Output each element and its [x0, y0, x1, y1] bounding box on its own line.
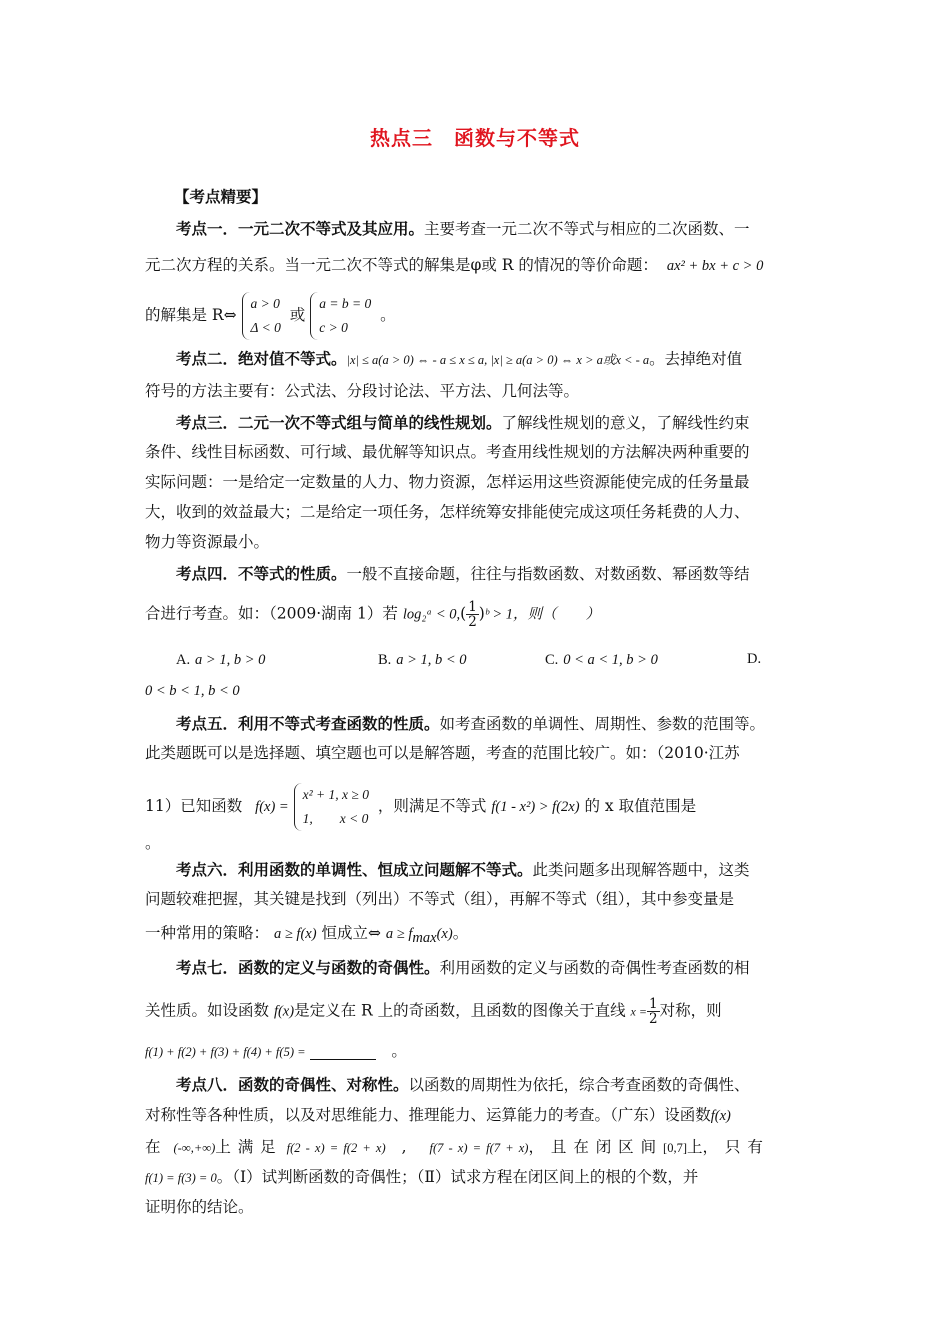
point5-line1: 考点五．利用不等式考查函数的性质。如考查函数的单调性、周期性、参数的范围等。 — [176, 714, 766, 733]
point7-line1: 考点七．函数的定义与函数的奇偶性。利用函数的定义与函数的奇偶性考查函数的相 — [176, 958, 750, 977]
point5-line2: 此类题既可以是选择题、填空题也可以是解答题，考查的范围比较广。如：（2010·江苏 — [145, 744, 740, 762]
inequality-expression: f(1 - x²) > f(2x) — [491, 799, 580, 815]
page-title: 热点三 函数与不等式 — [370, 126, 580, 150]
log-expression: log₂ᵃ < 0, — [402, 606, 461, 623]
point4-line2: 合进行考查。如：（2009·湖南 1）若 log₂ᵃ < 0,( $\frac{1}{2}$ )ᵇ > 1，则（ ） — [145, 599, 601, 630]
point6-line1: 考点六．利用函数的单调性、恒成立问题解不等式。此类问题多出现解答题中，这类 — [176, 860, 750, 879]
point6-line3: 一种常用的策略： a ≥ f(x) 恒成立⇔ $a \ge f_{max}(x)$。 — [145, 924, 469, 947]
point3-line2: 条件、线性目标函数、可行域、最优解等知识点。考查用线性规划的方法解决两种重要的 — [145, 443, 750, 461]
option-b: B. a > 1, b < 0 — [378, 652, 467, 668]
point6-line2: 问题较难把握，其关键是找到（列出）不等式（组），再解不等式（组），其中参变量是 — [145, 890, 735, 908]
sum-expression: f(1) + f(2) + f(3) + f(4) + f(5) = — [145, 1045, 306, 1059]
point3-line3: 实际问题：一是给定一定数量的人力、物力资源，怎样运用这些资源能使完成的任务量最 — [145, 473, 750, 491]
answer-blank — [310, 1045, 376, 1060]
point2-line2: 符号的方法主要有：公式法、分段讨论法、平方法、几何法等。 — [145, 382, 580, 400]
option-d: 0 < b < 1, b < 0 — [145, 683, 240, 699]
point5-end: 。 — [145, 834, 161, 852]
quadratic-inequality: ax² + bx + c > 0 — [666, 258, 764, 274]
condition-system-2: a = b = 0 c > 0 — [310, 292, 375, 340]
point1-line1: 考点一．一元二次不等式及其应用。主要考查一元二次不等式与相应的二次函数、一 — [176, 219, 750, 238]
section-header: 【考点精要】 — [174, 187, 268, 206]
point7-line3: f(1) + f(2) + f(3) + f(4) + f(5) = 。 — [145, 1042, 407, 1060]
absolute-value-formula: |x| ≤ a(a > 0) ⇔ - a ≤ x ≤ a, |x| ≥ a(a > 0) ⇔ x > a或x < - a — [346, 353, 650, 367]
point7-line2: 关性质。如设函数 f(x)是定义在 R 上的奇函数，且函数的图像关于直线 x = $\frac{1}{2}$ 对称，则 — [145, 996, 722, 1027]
point8-line3: 在 (-∞,+∞)上 满 足 f(2 - x) = f(2 + x) , f(7 - x) = f(7 + x)， 且 在 闭 区 间 [0,7]上， 只 有 — [145, 1138, 763, 1156]
point8-line4: f(1) = f(3) = 0。（Ⅰ）试判断函数的奇偶性；（Ⅱ）试求方程在闭区间上的根的个数，并 — [145, 1168, 699, 1186]
point1-line2: 元二次方程的关系。当一元二次不等式的解集是φ或 R 的情况的等价命题： ax² + bx + c > 0 — [145, 256, 764, 274]
condition-system-1: a > 0 Δ < 0 — [242, 292, 285, 340]
point8-line1: 考点八．函数的奇偶性、对称性。以函数的周期性为依托，综合考查函数的奇偶性、 — [176, 1075, 750, 1094]
point3-line4: 大，收到的效益最大；二是给定一项任务，怎样统筹安排能使完成这项任务耗费的人力、 — [145, 503, 750, 521]
point8-line2: 对称性等各种性质，以及对思维能力、推理能力、运算能力的考查。（广东）设函数f(x) — [145, 1106, 731, 1124]
option-c: C. 0 < a < 1, b > 0 — [545, 652, 658, 668]
fraction-half: $\frac{1}{2}$ — [648, 996, 658, 1027]
point5-line3: 11）已知函数 f(x) = x² + 1, x ≥ 0 1, x < 0 ，则满足不等式 f(1 - x²) > f(2x) 的 x 取值范围是 — [145, 783, 696, 831]
point2-line1: 考点二．绝对值不等式。|x| ≤ a(a > 0) ⇔ - a ≤ x ≤ a, |x| ≥ a(a > 0) ⇔ x > a或x < - a。去掉绝对值 — [176, 349, 743, 368]
point3-line1: 考点三．二元一次不等式组与简单的线性规划。了解线性规划的意义，了解线性约束 — [176, 413, 750, 432]
point1-line3: 的解集是 R⇔ a > 0 Δ < 0 或 a = b = 0 c > 0 。 — [145, 292, 396, 340]
fraction-half: $\frac{1}{2}$ — [468, 599, 477, 630]
point3-line5: 物力等资源最小。 — [145, 533, 270, 551]
point8-line5: 证明你的结论。 — [145, 1198, 254, 1216]
piecewise-function: x² + 1, x ≥ 0 1, x < 0 — [294, 783, 373, 831]
option-d-label: D. — [747, 651, 762, 667]
option-a: A. a > 1, b > 0 — [176, 652, 266, 668]
point4-line1: 考点四．不等式的性质。一般不直接命题，往往与指数函数、对数函数、幂函数等结 — [176, 564, 750, 583]
